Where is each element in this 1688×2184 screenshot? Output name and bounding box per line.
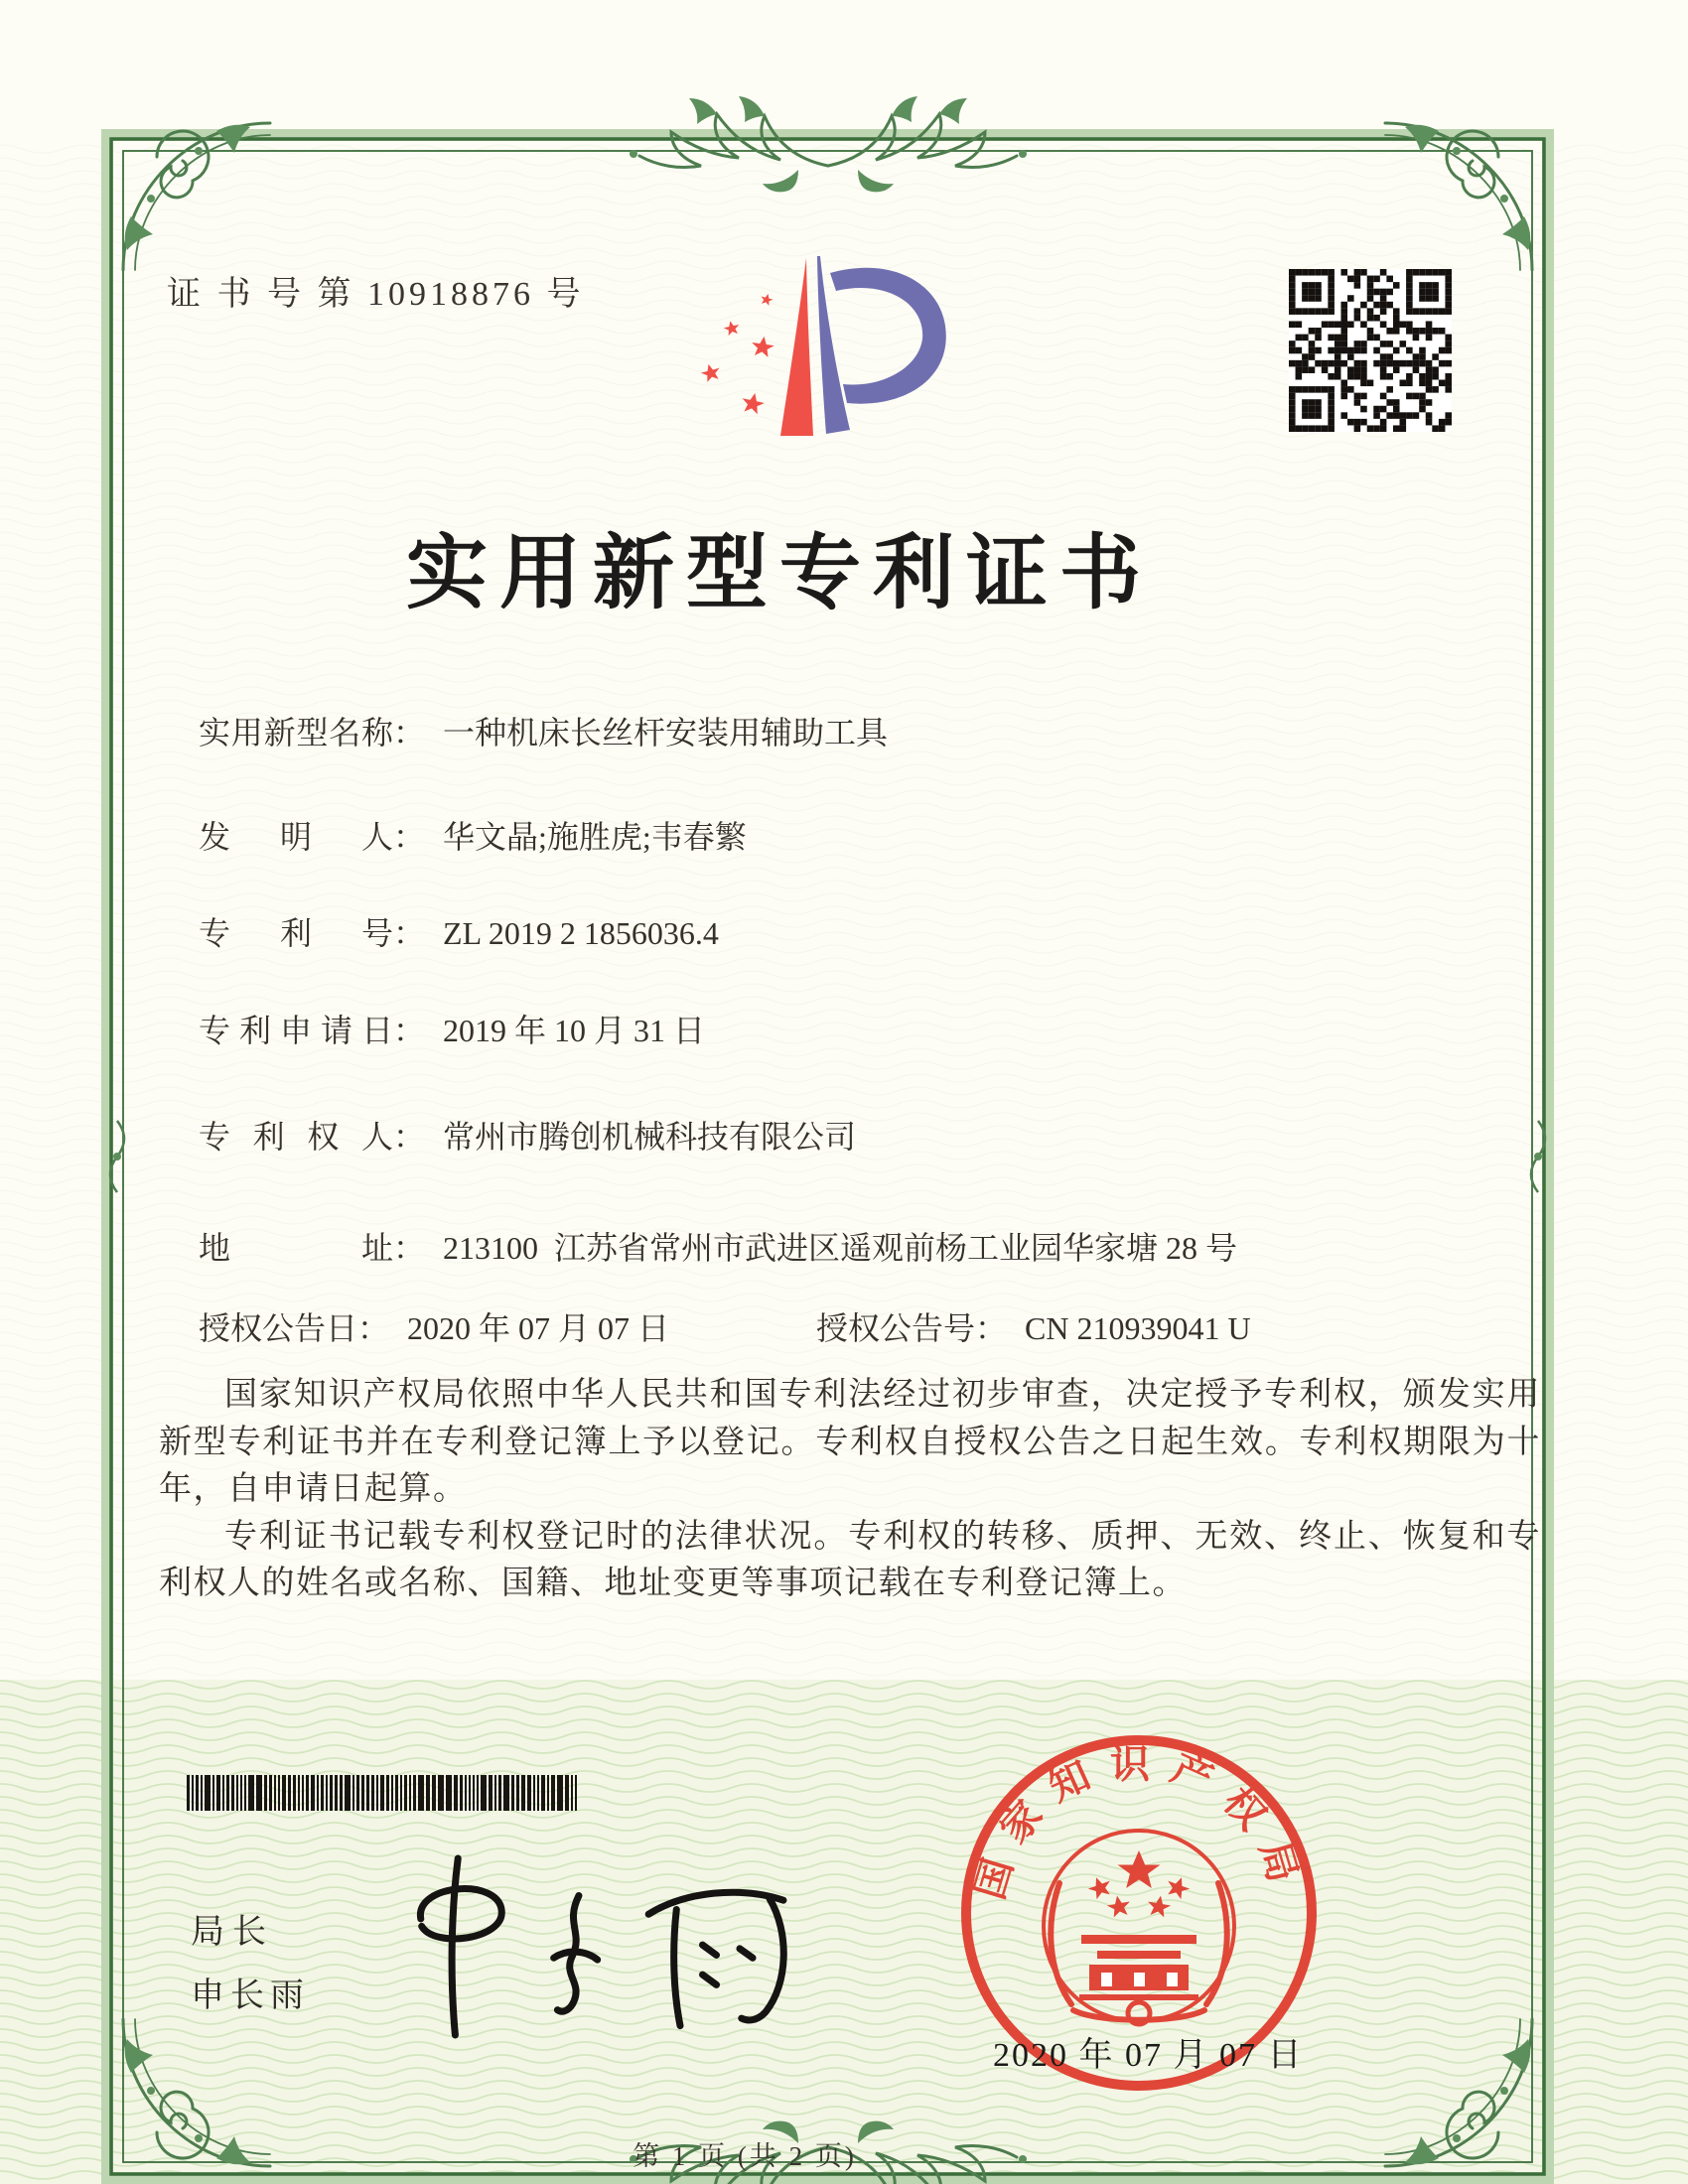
field-label: 地址 bbox=[199, 1230, 393, 1266]
field-label: 专利权人 bbox=[199, 1119, 393, 1155]
field-value: 213100 江苏省常州市武进区遥观前杨工业园华家塘 28 号 bbox=[443, 1230, 1238, 1266]
legal-body-text bbox=[159, 1372, 1541, 1608]
field-row-address bbox=[199, 1223, 1237, 1269]
logo-stars bbox=[699, 292, 775, 415]
seal-ring-text-holder bbox=[967, 1742, 1311, 1904]
field-value: 一种机床长丝杆安装用辅助工具 bbox=[443, 715, 889, 751]
field-label: 专利号 bbox=[199, 915, 393, 951]
director-signature-icon bbox=[369, 1844, 816, 2049]
grant-number-label: 授权公告号： bbox=[816, 1310, 1008, 1346]
signatory-name: 申长雨 bbox=[191, 1978, 310, 2014]
seal-date: 2020 年 07 月 07 日 bbox=[993, 2037, 1304, 2074]
field-colon: ： bbox=[393, 715, 426, 751]
seal-ring-text: 国家知识产权局 bbox=[966, 1741, 1312, 1905]
grant-date-label: 授权公告日： bbox=[199, 1310, 390, 1346]
field-label: 实用新型名称 bbox=[199, 715, 393, 751]
field-colon: ： bbox=[393, 1013, 426, 1048]
grant-number-value: CN 210939041 U bbox=[1025, 1310, 1251, 1346]
field-colon: ： bbox=[393, 915, 426, 951]
field-row-patentee bbox=[199, 1112, 856, 1158]
barcode bbox=[187, 1775, 584, 1811]
field-value: 2019 年 10 月 31 日 bbox=[443, 1013, 706, 1048]
body-paragraph-2: 专利证书记载专利权登记时的法律状况。专利权的转移、质押、无效、终止、恢复和专利权人的姓名或名称、国籍、地址变更等事项记载在专利登记簿上。 bbox=[159, 1518, 1541, 1601]
field-colon: ： bbox=[393, 1119, 426, 1155]
signatory-title: 局长 bbox=[191, 1914, 274, 1951]
field-row-patent-number bbox=[199, 908, 719, 954]
cnipa-logo-icon bbox=[645, 202, 963, 475]
field-colon: ： bbox=[393, 819, 426, 855]
logo-red-spike bbox=[780, 258, 813, 436]
field-label: 专利申请日 bbox=[199, 1013, 393, 1048]
grant-date-value: 2020 年 07 月 07 日 bbox=[407, 1310, 670, 1346]
field-value: 华文晶;施胜虎;韦春繁 bbox=[443, 819, 747, 855]
page-footer: 第 1 页 (共 2 页) bbox=[633, 2141, 857, 2171]
body-paragraph-1: 国家知识产权局依照中华人民共和国专利法经过初步审查，决定授予专利权，颁发实用新型专利证书并在专利登记簿上予以登记。专利权自授权公告之日起生效。专利权期限为十年，自申请日起算。 bbox=[159, 1377, 1541, 1507]
seal-national-emblem bbox=[1044, 1831, 1234, 2024]
qr-code bbox=[1289, 269, 1452, 432]
field-label: 发明人 bbox=[199, 819, 393, 855]
page-title: 实用新型专利证书 bbox=[405, 528, 1153, 618]
field-colon: ： bbox=[393, 1230, 426, 1266]
field-row-inventors bbox=[199, 812, 747, 858]
grant-number-group bbox=[816, 1303, 1251, 1349]
field-value: ZL 2019 2 1856036.4 bbox=[443, 915, 719, 951]
field-row-grant bbox=[199, 1303, 1251, 1349]
field-row-utility-name bbox=[199, 708, 888, 753]
logo-blue-p bbox=[817, 256, 946, 434]
certificate-number: 证 书 号 第 10918876 号 bbox=[167, 276, 585, 313]
field-value: 常州市腾创机械科技有限公司 bbox=[443, 1119, 857, 1155]
field-row-filing-date bbox=[199, 1006, 705, 1051]
